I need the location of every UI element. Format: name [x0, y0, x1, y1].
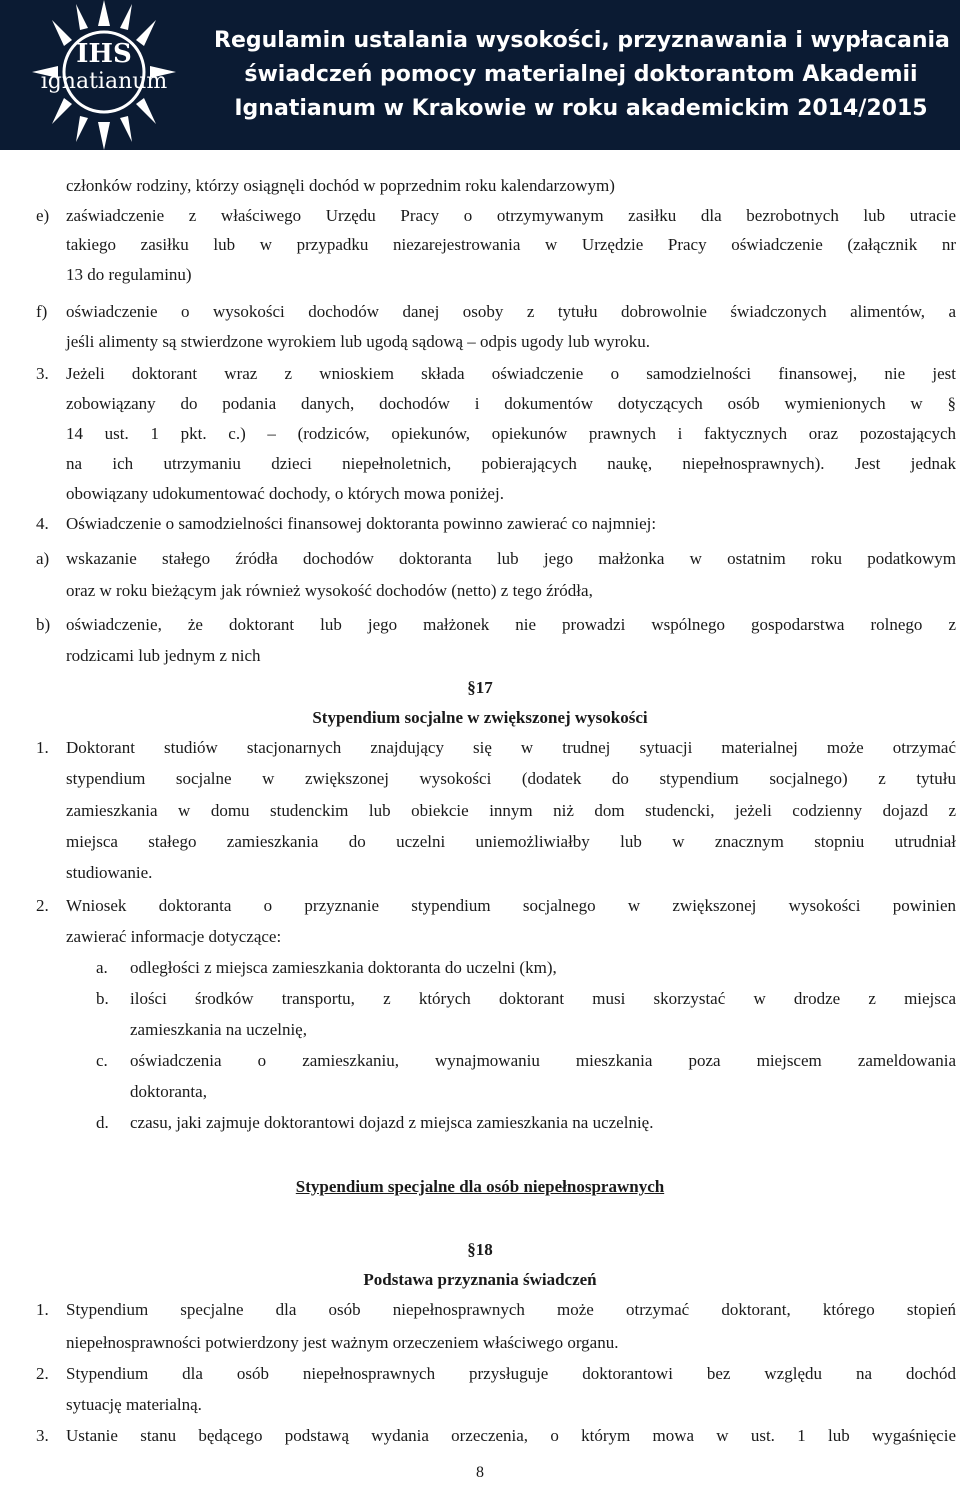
list-label: 4.	[36, 514, 49, 533]
list-label: d.	[96, 1113, 109, 1132]
paragraph-line: zaświadczenie z właściwego Urzędu Pracy o otrzymywanym zasiłku dla bezrobotnych lub utracie	[66, 206, 956, 225]
paragraph-line: zamieszkania na uczelnię,	[130, 1020, 307, 1039]
paragraph-line: sytuację materialną.	[66, 1395, 202, 1414]
list-label: a.	[96, 958, 108, 977]
paragraph-line: Stypendium dla osób niepełnosprawnych przysługuje doktorantowi bez względu na dochód	[66, 1364, 956, 1383]
paragraph-line: Doktorant studiów stacjonarnych znajdujący się w trudnej sytuacji materialnej może otrzymać	[66, 738, 956, 757]
paragraph-line: studiowanie.	[66, 863, 153, 882]
paragraph-line: Wniosek doktoranta o przyznanie stypendium socjalnego w zwiększonej wysokości powinien	[66, 896, 956, 915]
paragraph-line: jeśli alimenty są stwierdzone wyrokiem lub ugodą sądową – odpis ugody lub wyroku.	[66, 332, 651, 351]
list-label: f)	[36, 302, 48, 321]
paragraph-line: Jeżeli doktorant wraz z wnioskiem składa oświadczenie o samodzielności finansowej, nie jest	[66, 364, 956, 383]
paragraph-line: rodzicami lub jednym z nich	[66, 646, 261, 665]
list-label: 1.	[36, 1300, 49, 1319]
paragraph-line: Stypendium specjalne dla osób niepełnosprawnych może otrzymać doktorant, którego stopień	[66, 1300, 956, 1319]
list-label: b)	[36, 615, 51, 634]
paragraph-line: takiego zasiłku lub w przypadku niezarejestrowania w Urzędzie Pracy oświadczenie (załącznik nr	[66, 235, 956, 254]
paragraph-line: ilości środków transportu, z których doktorant musi skorzystać w drodze z miejsca	[130, 989, 956, 1008]
paragraph-line: doktoranta,	[130, 1082, 207, 1101]
paragraph-line: odległości z miejsca zamieszkania doktoranta do uczelni (km),	[130, 958, 557, 977]
section-title: Stypendium socjalne w zwiększonej wysokości	[312, 708, 648, 727]
section-heading: Stypendium specjalne dla osób niepełnosprawnych	[295, 1177, 665, 1196]
list-label: a)	[36, 549, 50, 568]
paragraph-line: 13 do regulaminu)	[66, 265, 192, 284]
paragraph-line: obowiązany udokumentować dochody, o których mowa poniżej.	[66, 484, 504, 503]
title-line: świadczeń pomocy materialnej doktorantom Akademii	[244, 62, 918, 87]
logo-text-top: IHS	[76, 39, 132, 69]
paragraph-line: oświadczenie o wysokości dochodów danej osoby z tytułu dobrowolnie świadczonych alimentów, a	[66, 302, 956, 321]
paragraph-line: wskazanie stałego źródła dochodów doktoranta lub jego małżonka w ostatnim roku podatkowym	[66, 549, 956, 568]
list-label: b.	[96, 989, 109, 1008]
paragraph-line: stypendium socjalne w zwiększonej wysokości (dodatek do stypendium socjalnego) z tytułu	[66, 769, 956, 788]
title-line: Ignatianum w Krakowie w roku akademickim 2014/2015	[234, 96, 928, 121]
section-number: §18	[467, 1240, 493, 1259]
list-label: 3.	[36, 364, 49, 383]
paragraph-line: 14 ust. 1 pkt. c.) – (rodziców, opiekunów, opiekunów prawnych i faktycznych oraz pozostających	[66, 424, 956, 443]
paragraph-line: zamieszkania w domu studenckim lub obiekcie innym niż dom studencki, jeżeli codzienny dojazd z	[66, 801, 956, 820]
list-label: 3.	[36, 1426, 49, 1445]
list-label: c.	[96, 1051, 108, 1070]
page-number: 8	[476, 1464, 484, 1481]
paragraph-line: zobowiązany do podania danych, dochodów i dokumentów dotyczących osób wymienionych w §	[66, 394, 956, 413]
list-label: 2.	[36, 1364, 49, 1383]
paragraph-line: na ich utrzymaniu dzieci niepełnoletnich, pobierających naukę, niepełnosprawnych). Jest jednak	[66, 454, 956, 473]
list-label: 2.	[36, 896, 49, 915]
paragraph-line: oświadczenia o zamieszkaniu, wynajmowaniu mieszkania poza miejscem zameldowania	[130, 1051, 956, 1070]
list-label: e)	[36, 206, 50, 225]
paragraph-line: niepełnosprawności potwierdzony jest ważnym orzeczeniem właściwego organu.	[66, 1333, 619, 1352]
paragraph-line: Oświadczenie o samodzielności finansowej doktoranta powinno zawierać co najmniej:	[66, 514, 657, 533]
paragraph-line: czasu, jaki zajmuje doktorantowi dojazd z miejsca zamieszkania na uczelnię.	[130, 1113, 654, 1132]
paragraph-line: Ustanie stanu będącego podstawą wydania orzeczenia, o którym mowa w ust. 1 lub wygaśnięcie	[66, 1426, 956, 1445]
section-title: Podstawa przyznania świadczeń	[363, 1270, 597, 1289]
paragraph-line: zawierać informacje dotyczące:	[66, 927, 282, 946]
paragraph-line: oraz w roku bieżącym jak również wysokość dochodów (netto) z tego źródła,	[66, 581, 593, 600]
paragraph-line: miejsca stałego zamieszkania do uczelni uniemożliwiałby lub w znacznym stopniu utrudniał	[66, 832, 956, 851]
title-line: Regulamin ustalania wysokości, przyznawania i wypłacania	[214, 28, 950, 53]
paragraph-line: oświadczenie, że doktorant lub jego małżonek nie prowadzi wspólnego gospodarstwa rolnego z	[66, 615, 956, 634]
logo-text-bottom: ignatianum	[40, 69, 168, 94]
paragraph-line: członków rodziny, którzy osiągnęli dochód w poprzednim roku kalendarzowym)	[66, 176, 615, 195]
section-number: §17	[467, 678, 493, 697]
list-label: 1.	[36, 738, 49, 757]
